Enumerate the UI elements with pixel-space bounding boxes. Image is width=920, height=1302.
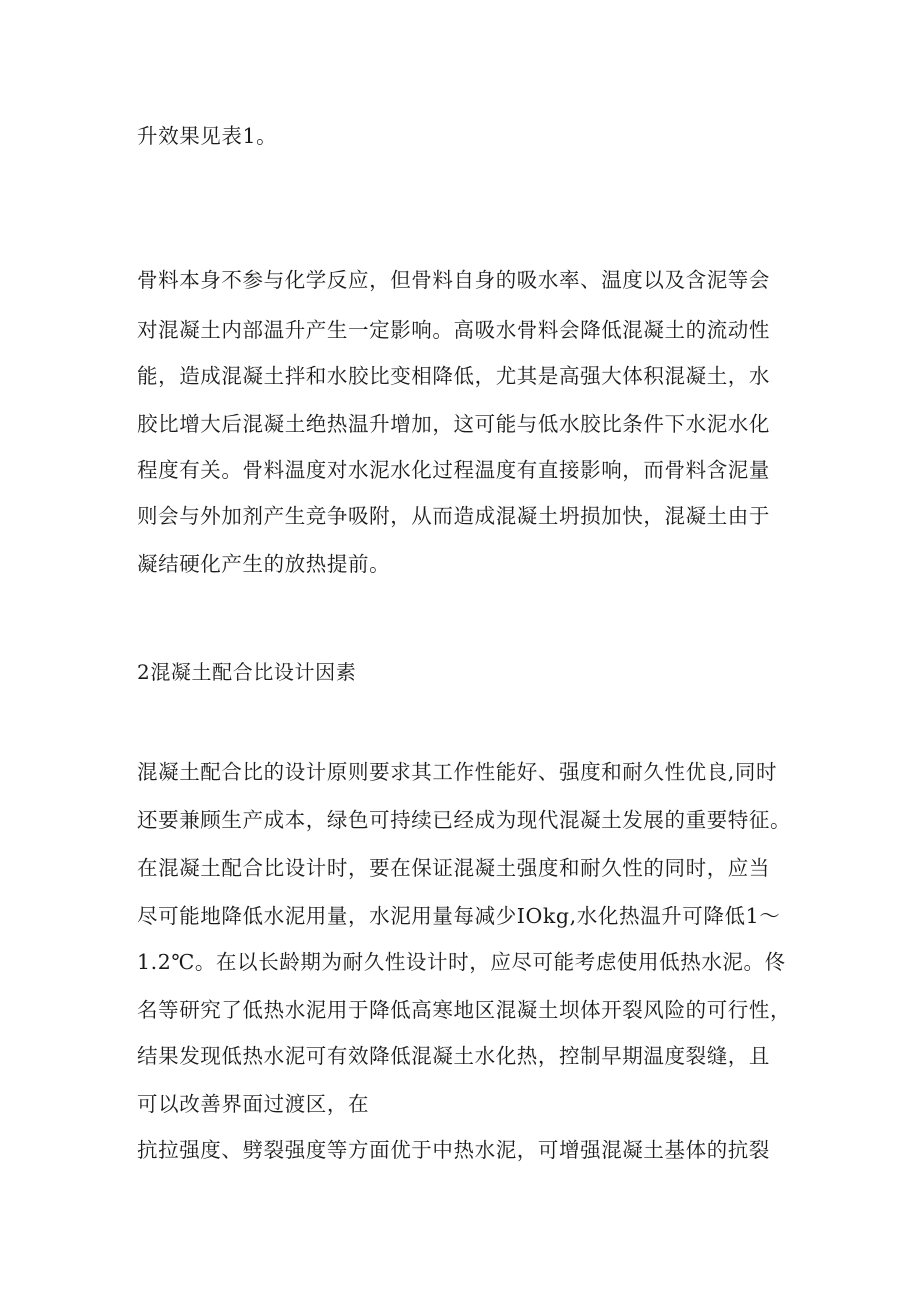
paragraph-2-line-1: 混凝土配合比的设计原则要求其工作性能好、强度和耐久性优良,同时 — [137, 760, 778, 784]
paragraph-1-line-3: 能，造成混凝土拌和水胶比变相降低，尤其是高强大体积混凝土，水 — [137, 364, 770, 388]
paragraph-1-line-5: 程度有关。骨料温度对水泥水化过程温度有直接影响，而骨料含泥量 — [137, 458, 770, 482]
section-heading-2: 2混凝土配合比设计因素 — [137, 660, 357, 684]
paragraph-2-line-6: 名等研究了低热水泥用于降低高寒地区混凝土坝体开裂风险的可行性， — [137, 998, 792, 1022]
paragraph-2-line-3: 在混凝土配合比设计时，要在保证混凝土强度和耐久性的同时，应当 — [137, 856, 770, 880]
paragraph-1-line-7: 凝结硬化产生的放热提前。 — [137, 552, 391, 576]
paragraph-1-line-4: 胶比增大后混凝土绝热温升增加，这可能与低水胶比条件下水泥水化 — [137, 412, 770, 436]
paragraph-2-line-7: 结果发现低热水泥可有效降低混凝土水化热，控制早期温度裂缝，且 — [137, 1044, 770, 1068]
paragraph-2-line-5: 1.2℃。在以长龄期为耐久性设计时，应尽可能考虑使用低热水泥。佟 — [137, 950, 786, 974]
paragraph-2-line-2: 还要兼顾生产成本，绿色可持续已经成为现代混凝土发展的重要特征。 — [137, 808, 792, 832]
paragraph-2-line-8: 可以改善界面过渡区，在 — [137, 1092, 370, 1116]
paragraph-2-line-9: 抗拉强度、劈裂强度等方面优于中热水泥，可增强混凝土基体的抗裂 — [137, 1138, 770, 1162]
intro-tail-text: 升效果见表1。 — [137, 124, 278, 148]
paragraph-2-line-4: 尽可能地降低水泥用量，水泥用量每减少IOkg,水化热温升可降低1～ — [137, 904, 781, 928]
paragraph-1-line-6: 则会与外加剂产生竞争吸附，从而造成混凝土坍损加快，混凝土由于 — [137, 504, 770, 528]
paragraph-1-line-2: 对混凝土内部温升产生一定影响。高吸水骨料会降低混凝土的流动性 — [137, 318, 770, 342]
paragraph-1-line-1: 骨料本身不参与化学反应，但骨料自身的吸水率、温度以及含泥等会 — [137, 268, 770, 292]
